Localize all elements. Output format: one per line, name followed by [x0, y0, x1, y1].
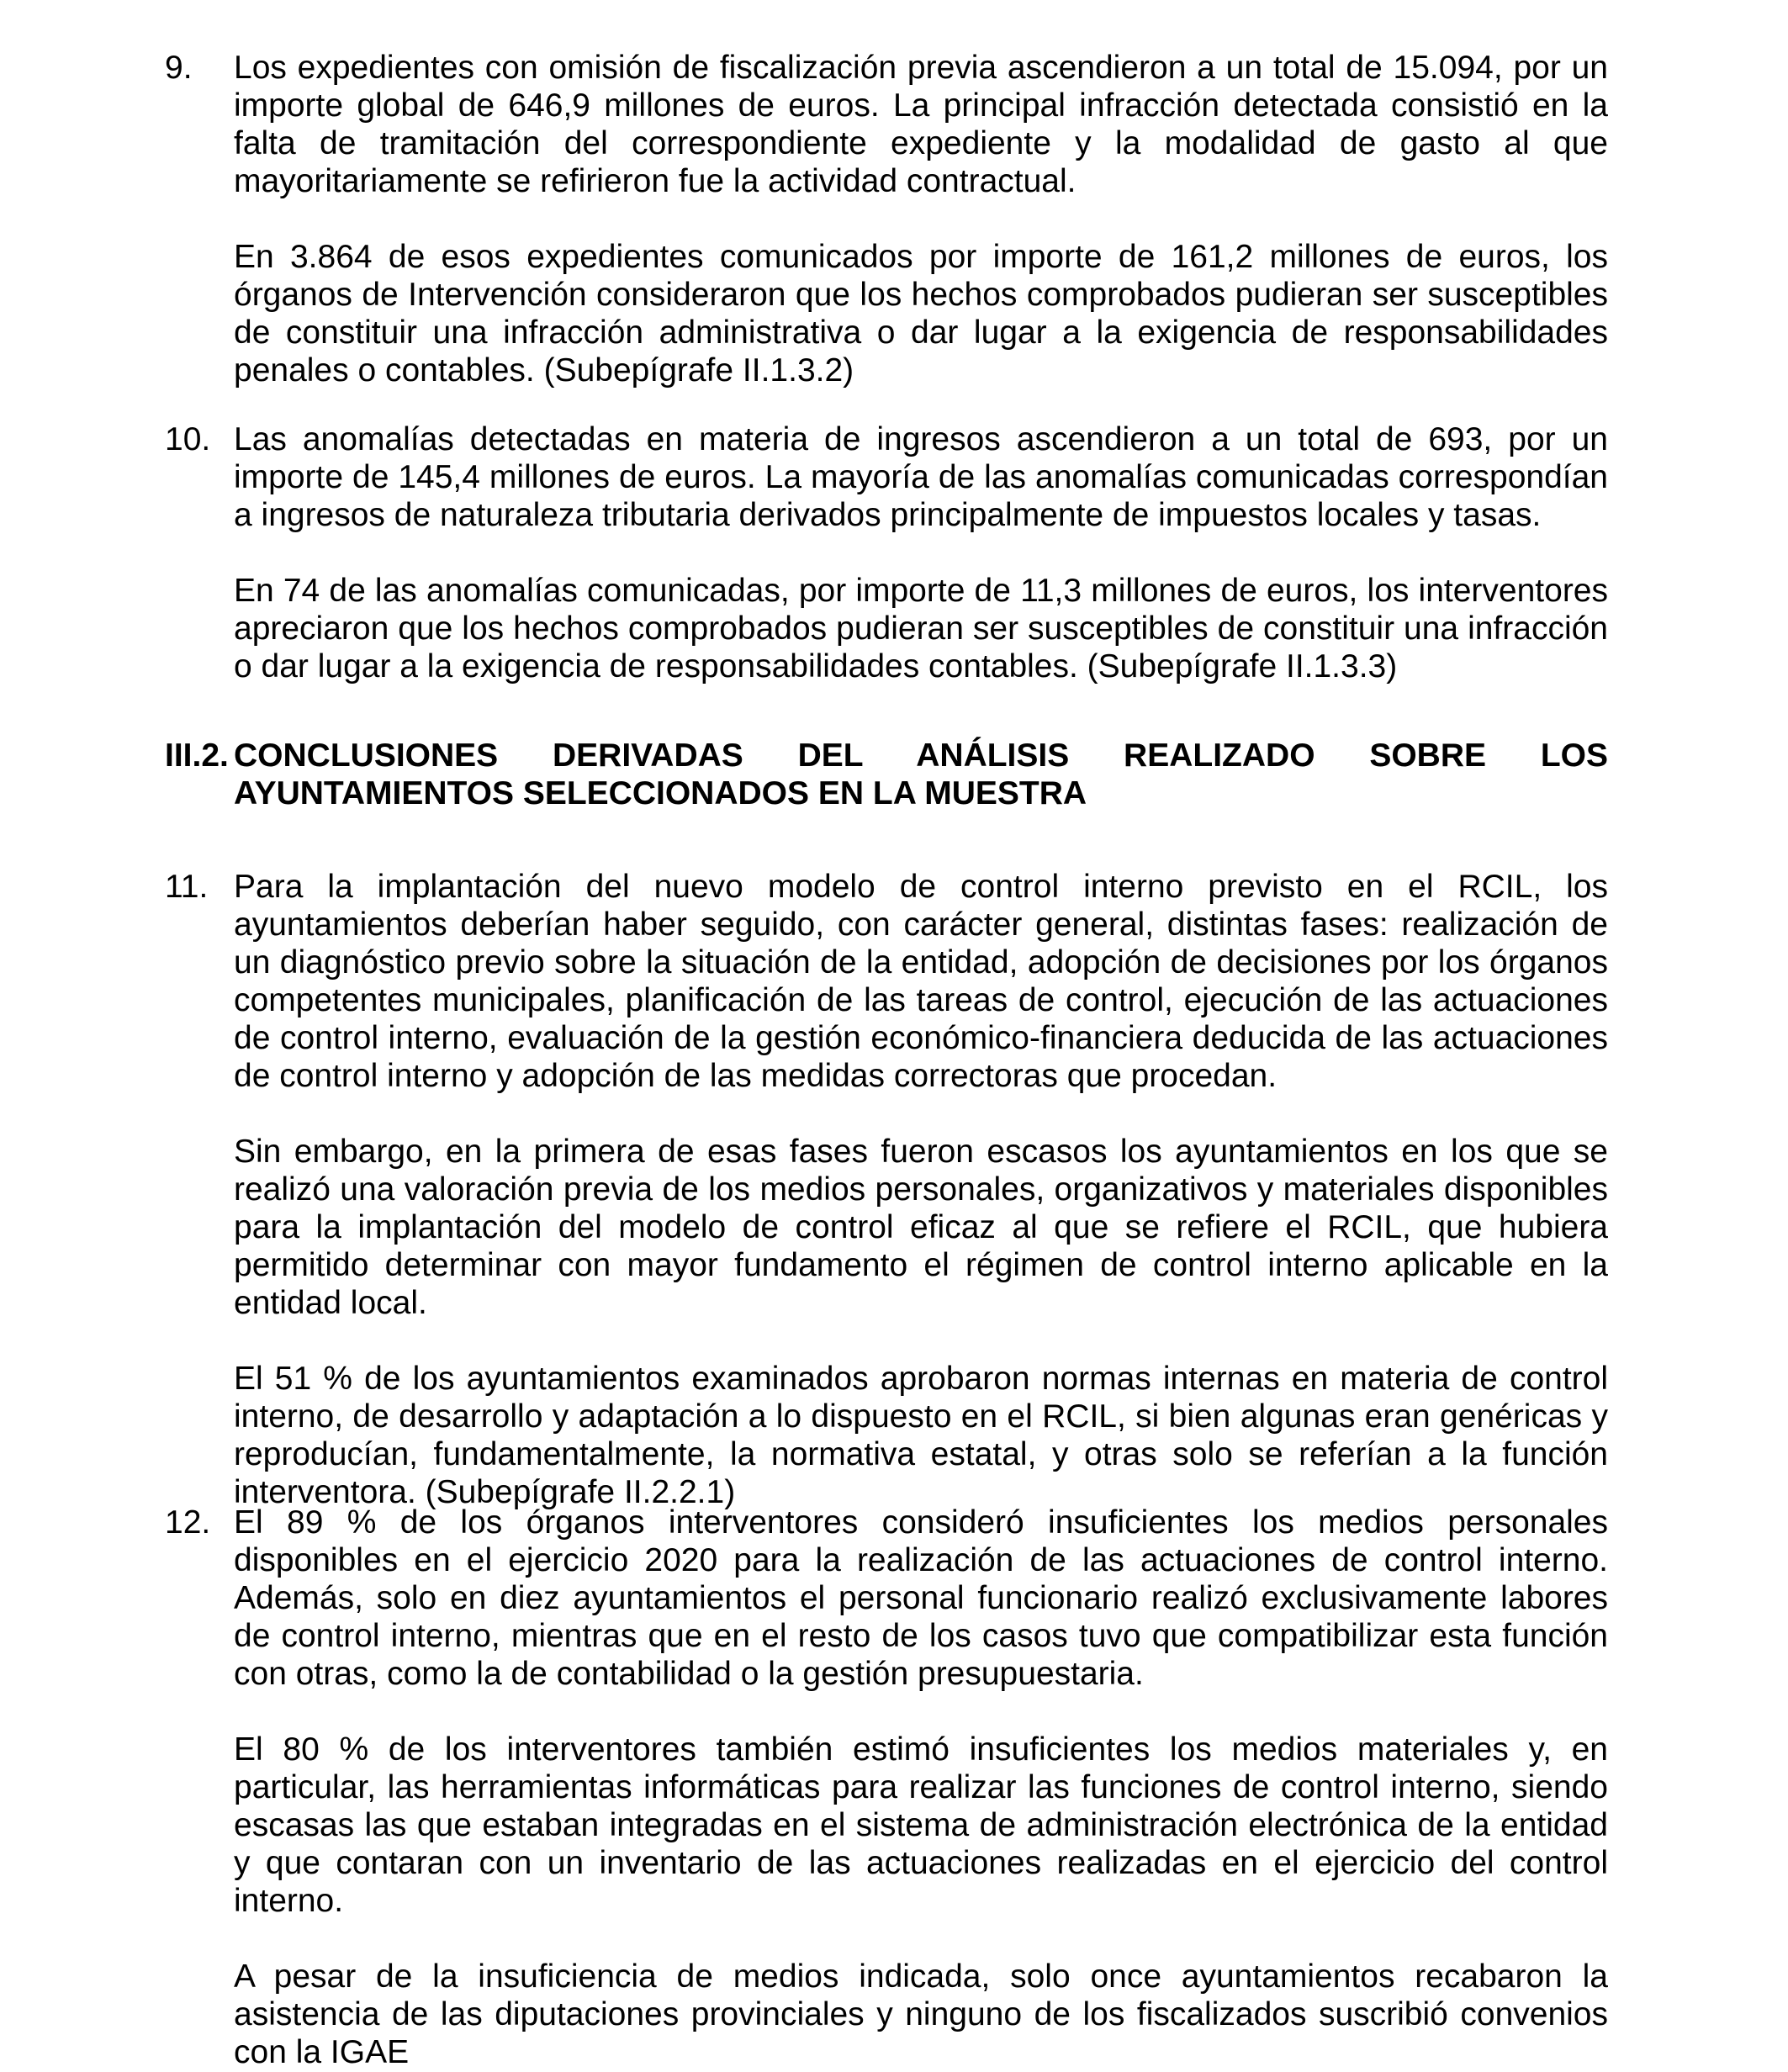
- item-number: 11.: [165, 869, 209, 905]
- list-item-12: [165, 1504, 1608, 2071]
- item-number: 10.: [165, 421, 211, 457]
- item-number: 12.: [165, 1504, 211, 1541]
- paragraph: El 51 % de los ayuntamientos examinados aprobaron normas internas en materia de control interno, de desarrollo y adaptación a lo dispuesto en el RCIL, si bien algunas eran genéricas y reproducían, fundamentalmente, la normativa estatal, y otras solo se referían a la función interventora. (Subepígrafe II.2.2.1): [234, 1361, 1608, 1510]
- section-title: CONCLUSIONES DERIVADAS DEL ANÁLISIS REALIZADO SOBRE LOS AYUNTAMIENTOS SELECCIONADOS EN LA MUESTRA: [234, 737, 1608, 811]
- paragraph: Sin embargo, en la primera de esas fases fueron escasos los ayuntamientos en los que se realizó una valoración previa de los medios personales, organizativos y materiales disponibles para la implantación del modelo de control eficaz al que se refiere el RCIL, que hubiera permitido determinar con mayor fundamento el régimen de control interno aplicable en la entidad local.: [234, 1134, 1608, 1321]
- paragraph: El 80 % de los interventores también estimó insuficientes los medios materiales y, en particular, las herramientas informáticas para realizar las funciones de control interno, siendo escasas las que estaban integradas en el sistema de administración electrónica de la entidad y que contaran con un inventario de las actuaciones realizadas en el ejercicio del control interno.: [234, 1731, 1608, 1919]
- paragraph: El 89 % de los órganos interventores consideró insuficientes los medios personales disponibles en el ejercicio 2020 para la realización de las actuaciones de control interno. Además, solo en diez ayuntamientos el personal funcionario realizó exclusivamente labores de control interno, mientras que en el resto de los casos tuvo que compatibilizar esta función con otras, como la de contabilidad o la gestión presupuestaria.: [234, 1504, 1608, 1692]
- paragraph: Las anomalías detectadas en materia de ingresos ascendieron a un total de 693, por un importe de 145,4 millones de euros. La mayoría de las anomalías comunicadas correspondían a ingresos de naturaleza tributaria derivados principalmente de impuestos locales y tasas.: [234, 421, 1608, 533]
- paragraph: Para la implantación del nuevo modelo de control interno previsto en el RCIL, los ayuntamientos deberían haber seguido, con carácter general, distintas fases: realización de un diagnóstico previo sobre la situación de la entidad, adopción de decisiones por los órganos competentes municipales, planificación de las tareas de control, ejecución de las actuaciones de control interno, evaluación de la gestión económico-financiera deducida de las actuaciones de control interno y adopción de las medidas correctoras que procedan.: [234, 869, 1608, 1094]
- paragraph: Los expedientes con omisión de fiscalización previa ascendieron a un total de 15.094, por un importe global de 646,9 millones de euros. La principal infracción detectada consistió en la falta de tramitación del correspondiente expediente y la modalidad de gasto al que mayoritariamente se refirieron fue la actividad contractual.: [234, 50, 1608, 199]
- list-item-11: [165, 868, 1608, 1511]
- paragraph: En 3.864 de esos expedientes comunicados por importe de 161,2 millones de euros, los órganos de Intervención consideraron que los hechos comprobados pudieran ser susceptibles de constituir una infracción administrativa o dar lugar a la exigencia de responsabilidades penales o contables. (Subepígrafe II.1.3.2): [234, 239, 1608, 388]
- paragraph: En 74 de las anomalías comunicadas, por importe de 11,3 millones de euros, los interventores apreciaron que los hechos comprobados pudieran ser susceptibles de constituir una infracción o dar lugar a la exigencia de responsabilidades contables. (Subepígrafe II.1.3.3): [234, 573, 1608, 684]
- section-number: III.2.: [165, 737, 229, 774]
- list-item-10: [165, 420, 1608, 685]
- paragraph: A pesar de la insuficiencia de medios indicada, solo once ayuntamientos recabaron la asistencia de las diputaciones provinciales y ninguno de los fiscalizados suscribió convenios con la IGAE: [234, 1958, 1608, 2070]
- list-item-9: [165, 49, 1608, 389]
- item-number: 9.: [165, 50, 193, 86]
- section-heading: [165, 737, 1608, 812]
